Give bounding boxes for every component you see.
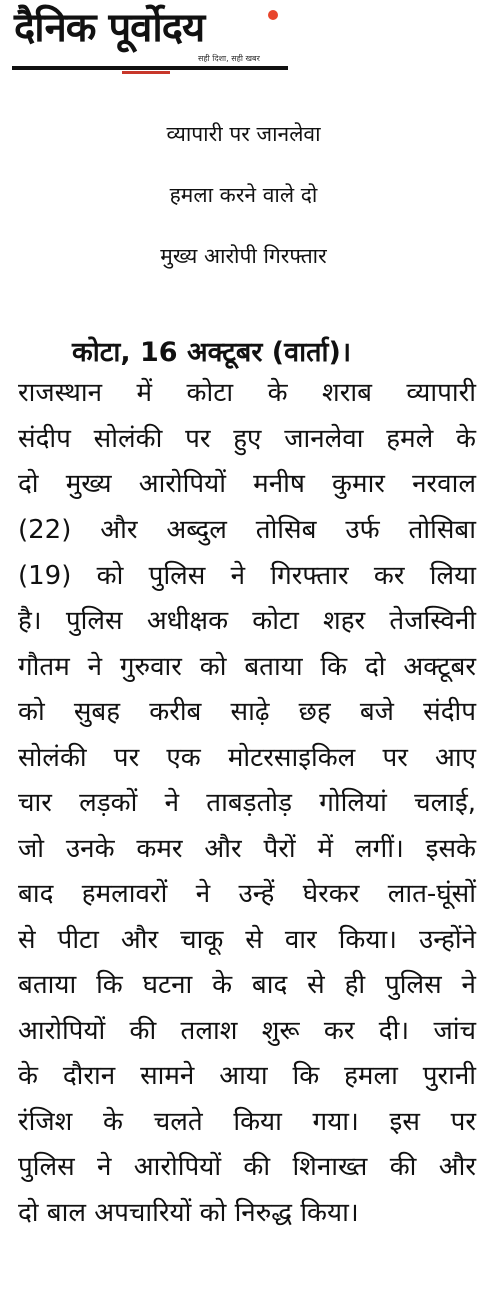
newspaper-logo: दैनिक पूर्वोदय bbox=[14, 5, 205, 51]
body-line: जो उनके कमर और पैरों में लगीं। इसके bbox=[18, 834, 476, 864]
body-line: पुलिस ने आरोपियों की शिनाख्त की और bbox=[18, 1152, 476, 1182]
body-line: सोलंकी पर एक मोटरसाइकिल पर आए bbox=[18, 743, 476, 773]
body-line: संदीप सोलंकी पर हुए जानलेवा हमले के bbox=[18, 424, 476, 454]
masthead bbox=[0, 0, 487, 78]
headline-line: मुख्य आरोपी गिरफ्तार bbox=[160, 244, 327, 268]
body-line: चार लड़कों ने ताबड़तोड़ गोलियां चलाई, bbox=[18, 788, 476, 818]
headline-line: व्यापारी पर जानलेवा bbox=[166, 122, 321, 146]
body-line: को सुबह करीब साढ़े छह बजे संदीप bbox=[18, 697, 476, 727]
body-line: राजस्थान में कोटा के शराब व्यापारी bbox=[18, 378, 476, 408]
body-line: (19) को पुलिस ने गिरफ्तार कर लिया bbox=[18, 561, 476, 591]
body-line: (22) और अब्दुल तोसिब उर्फ तोसिबा bbox=[18, 515, 476, 545]
body-line: रंजिश के चलते किया गया। इस पर bbox=[18, 1107, 476, 1137]
headline-line: हमला करने वाले दो bbox=[169, 183, 318, 207]
masthead-rule bbox=[12, 66, 288, 70]
body-line: गौतम ने गुरुवार को बताया कि दो अक्टूबर bbox=[18, 652, 476, 682]
body-line: दो मुख्य आरोपियों मनीष कुमार नरवाल bbox=[18, 469, 476, 499]
body-line: दो बाल अपचारियों को निरुद्ध किया। bbox=[18, 1198, 359, 1228]
article-dateline: कोटा, 16 अक्टूबर (वार्ता)। bbox=[72, 337, 352, 368]
logo-tagline: सही दिशा, सही खबर bbox=[198, 54, 260, 63]
body-line: के दौरान सामने आया कि हमला पुरानी bbox=[18, 1061, 476, 1091]
body-line: आरोपियों की तलाश शुरू कर दी। जांच bbox=[18, 1016, 476, 1046]
body-line: से पीटा और चाकू से वार किया। उन्होंने bbox=[18, 925, 476, 955]
masthead-accent-bar bbox=[122, 71, 170, 74]
article-headline bbox=[0, 104, 487, 287]
body-line: बताया कि घटना के बाद से ही पुलिस ने bbox=[18, 970, 476, 1000]
logo-dot-icon bbox=[268, 10, 278, 20]
body-line: बाद हमलावरों ने उन्हें घेरकर लात-घूंसों bbox=[18, 879, 476, 909]
body-line: है। पुलिस अधीक्षक कोटा शहर तेजस्विनी bbox=[18, 606, 476, 636]
